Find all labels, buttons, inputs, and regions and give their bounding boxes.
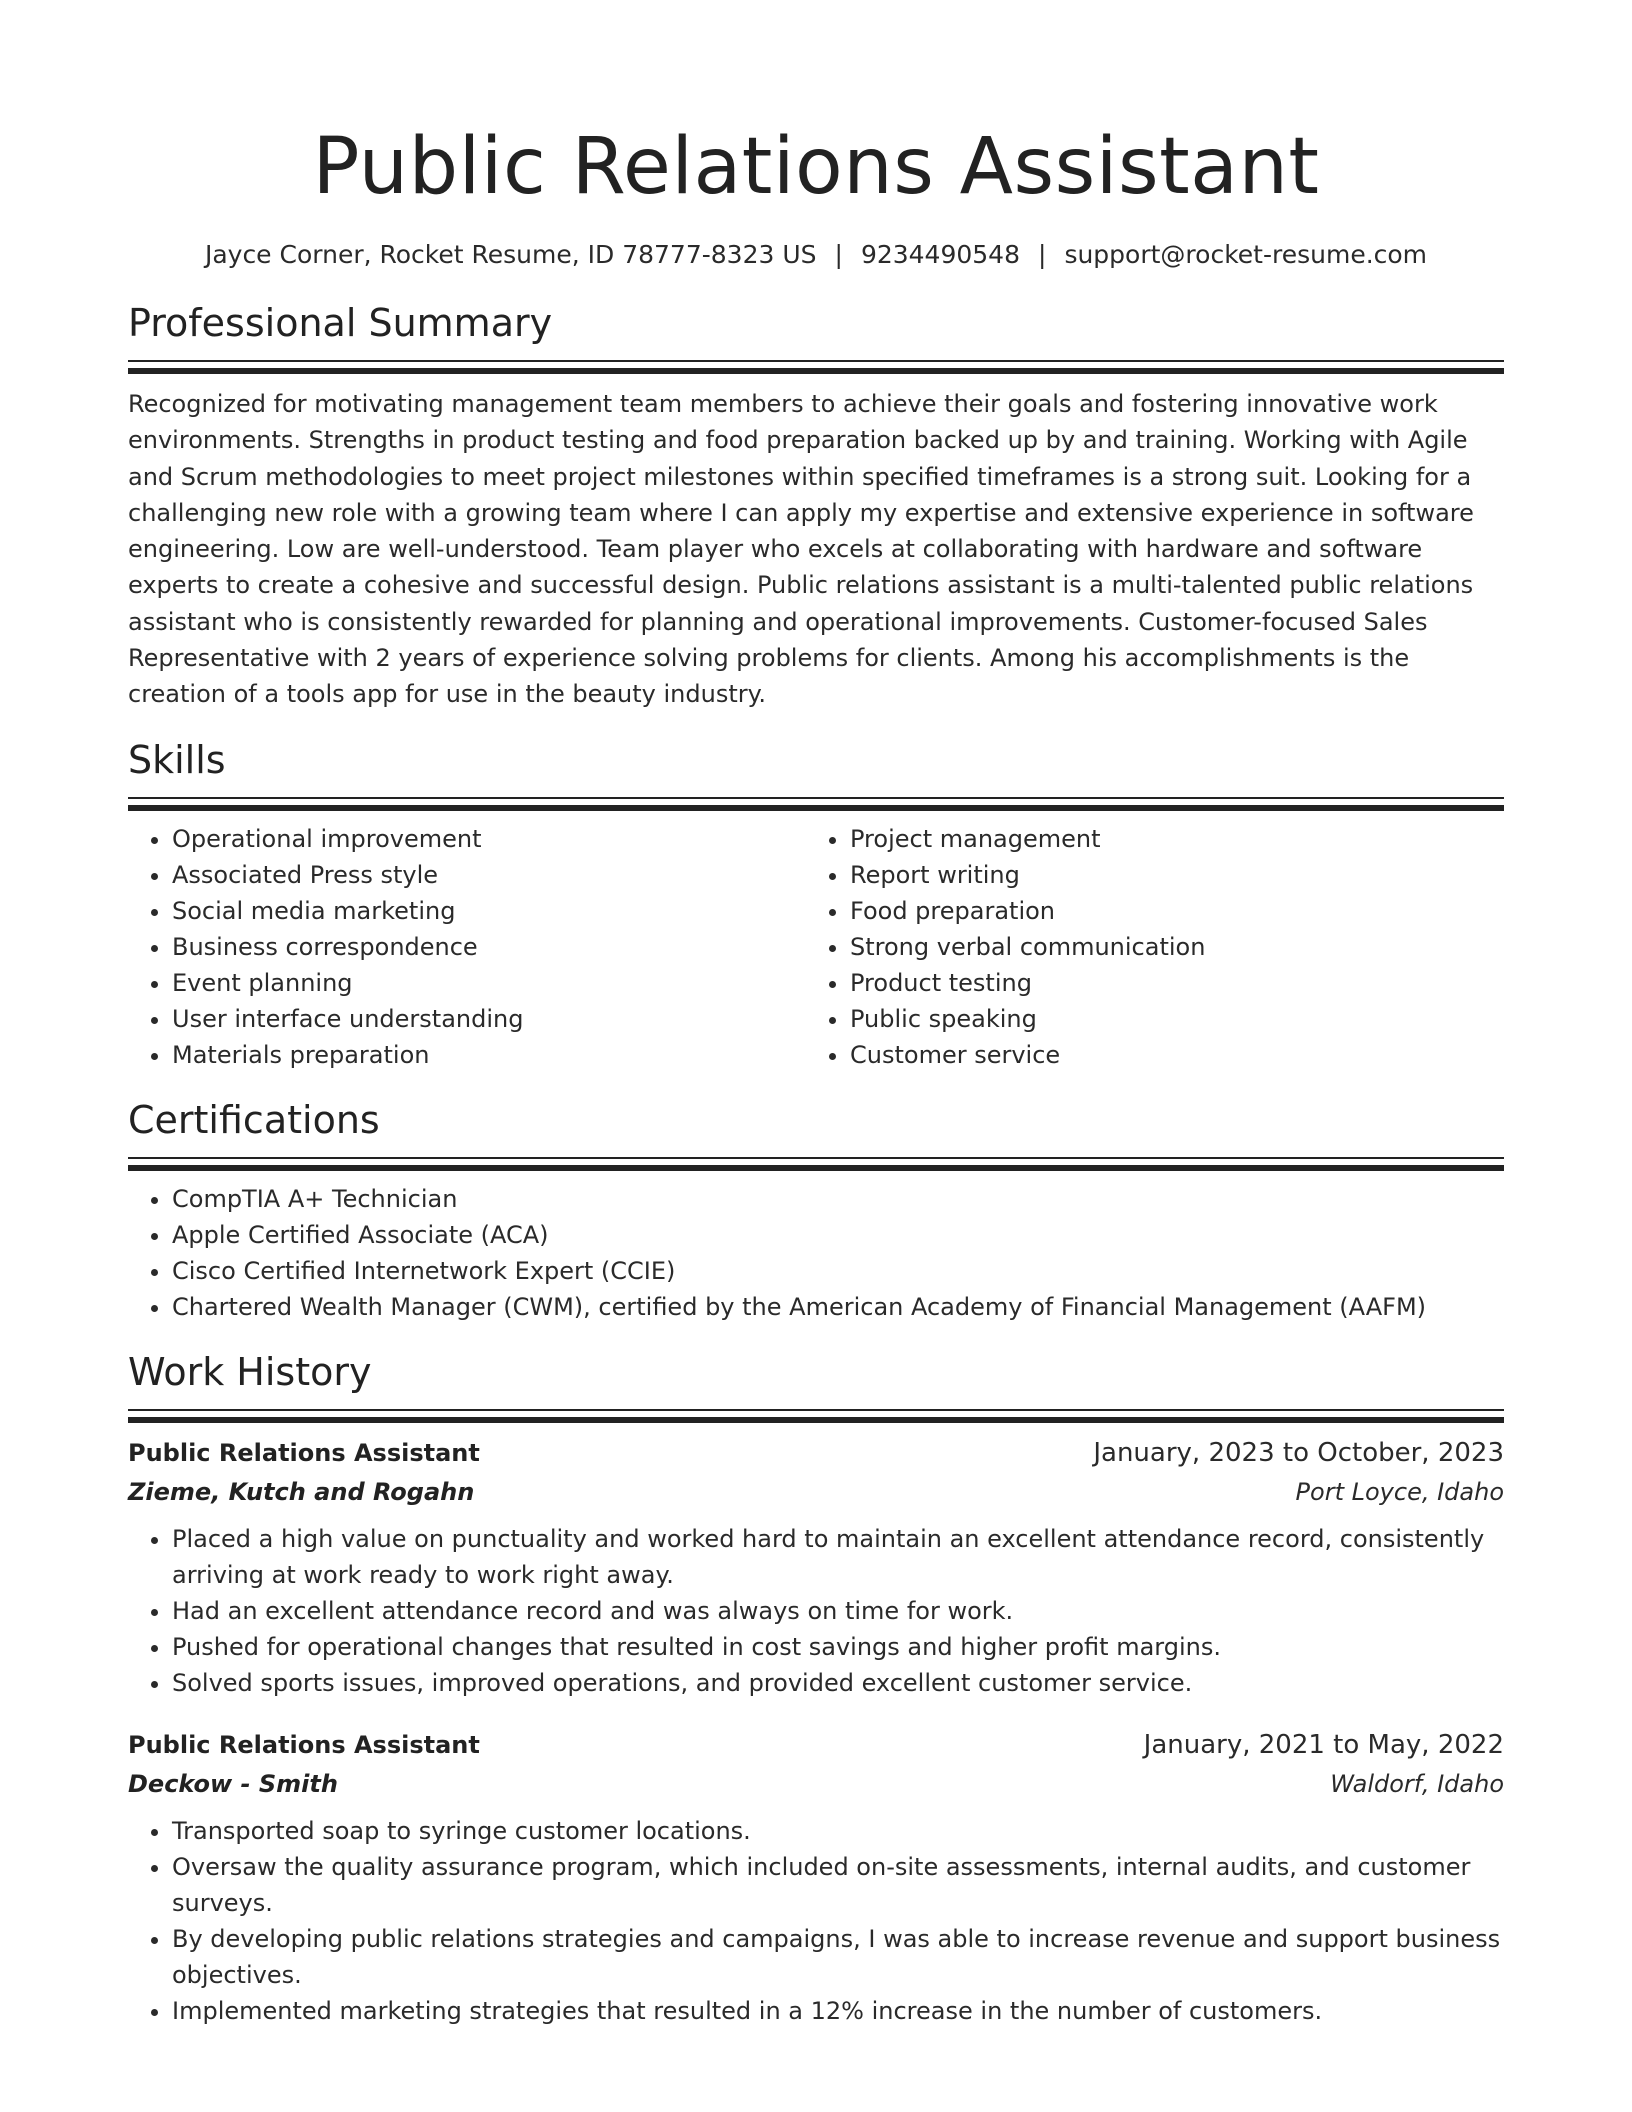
skill-item: • Materials preparation bbox=[172, 1037, 806, 1073]
job-duty-item: • Placed a high value on punctuality and worked hard to maintain an excellent attendance record, consistently arriving at work ready to work right away. bbox=[172, 1521, 1504, 1593]
skill-item: • Customer service bbox=[850, 1037, 1484, 1073]
summary-section bbox=[128, 298, 1504, 713]
resume-page bbox=[128, 0, 1504, 2029]
resume-title: Public Relations Assistant bbox=[312, 122, 1320, 212]
job-dates: January, 2021 to May, 2022 bbox=[1143, 1729, 1504, 1760]
job-duty-item: • By developing public relations strategies and campaigns, I was able to increase revenue and support business objectives. bbox=[172, 1921, 1504, 1993]
skill-item: • Associated Press style bbox=[172, 857, 806, 893]
certification-item: • CompTIA A+ Technician bbox=[172, 1181, 1504, 1217]
certification-item: • Chartered Wealth Manager (CWM), certified by the American Academy of Financial Management (AAFM) bbox=[172, 1289, 1504, 1325]
skill-item: • Product testing bbox=[850, 965, 1484, 1001]
work-history-section bbox=[128, 1347, 1504, 2029]
job-title: Public Relations Assistant bbox=[128, 1438, 480, 1467]
certifications-section bbox=[128, 1095, 1504, 1325]
certifications-list bbox=[128, 1181, 1504, 1325]
contact-line bbox=[128, 238, 1504, 272]
contact-email: support@rocket-resume.com bbox=[1064, 240, 1428, 269]
section-divider bbox=[128, 1157, 1504, 1171]
section-heading: Certifications bbox=[128, 1097, 380, 1142]
skill-item: • Food preparation bbox=[850, 893, 1484, 929]
job-duty-item: • Pushed for operational changes that resulted in cost savings and higher profit margins. bbox=[172, 1629, 1504, 1665]
job-location: Waldorf, Idaho bbox=[1330, 1769, 1504, 1798]
skill-item: • Public speaking bbox=[850, 1001, 1484, 1037]
job-duties-list bbox=[128, 1813, 1504, 2029]
certification-item: • Apple Certified Associate (ACA) bbox=[172, 1217, 1504, 1253]
contact-separator: | bbox=[1038, 240, 1047, 269]
skills-list bbox=[806, 821, 1484, 1073]
skill-item: • Event planning bbox=[172, 965, 806, 1001]
skills-section bbox=[128, 735, 1504, 1073]
section-divider bbox=[128, 360, 1504, 374]
job-company-row bbox=[128, 1765, 1504, 1803]
contact-phone: 9234490548 bbox=[860, 240, 1020, 269]
job-duty-item: • Had an excellent attendance record and was always on time for work. bbox=[172, 1593, 1504, 1629]
skills-column-left bbox=[128, 821, 806, 1073]
job-location: Port Loyce, Idaho bbox=[1295, 1477, 1504, 1506]
skills-grid bbox=[128, 821, 1504, 1073]
job-company: Deckow - Smith bbox=[128, 1769, 338, 1798]
section-heading: Skills bbox=[128, 737, 226, 782]
skill-item: • User interface understanding bbox=[172, 1001, 806, 1037]
job-header-row bbox=[128, 1725, 1504, 1765]
job-entry bbox=[128, 1725, 1504, 2029]
job-entry bbox=[128, 1433, 1504, 1701]
contact-address: Jayce Corner, Rocket Resume, ID 78777-8323 US bbox=[204, 240, 817, 269]
job-title: Public Relations Assistant bbox=[128, 1730, 480, 1759]
summary-text: Recognized for motivating management team members to achieve their goals and fostering innovative work environments. Strengths in product testing and food preparation backed up by and training. Working with Agile and Scrum methodologies to meet project milestones within specified timeframes is a strong suit. Looking for a challenging new role with a growing team where I can apply my expertise and extensive experience in software engineering. Low are well-understood. Team player who excels at collaborating with hardware and software experts to create a cohesive and successful design. Public relations assistant is a multi-talented public relations assistant who is consistently rewarded for planning and operational improvements. Customer-focused Sales Representative with 2 years of experience solving problems for clients. Among his accomplishments is the creation of a tools app for use in the beauty industry. bbox=[128, 390, 1474, 709]
jobs-list bbox=[128, 1433, 1504, 2029]
skills-list bbox=[128, 821, 806, 1073]
skill-item: • Strong verbal communication bbox=[850, 929, 1484, 965]
section-divider bbox=[128, 797, 1504, 811]
skill-item: • Report writing bbox=[850, 857, 1484, 893]
contact-separator: | bbox=[834, 240, 843, 269]
job-header-row bbox=[128, 1433, 1504, 1473]
section-heading: Professional Summary bbox=[128, 301, 553, 345]
skill-item: • Operational improvement bbox=[172, 821, 806, 857]
skill-item: • Project management bbox=[850, 821, 1484, 857]
job-duty-item: • Implemented marketing strategies that resulted in a 12% increase in the number of customers. bbox=[172, 1993, 1504, 2029]
section-heading: Work History bbox=[128, 1349, 372, 1394]
job-company: Zieme, Kutch and Rogahn bbox=[128, 1477, 475, 1506]
job-duty-item: • Solved sports issues, improved operations, and provided excellent customer service. bbox=[172, 1665, 1504, 1701]
skills-column-right bbox=[806, 821, 1484, 1073]
job-dates: January, 2023 to October, 2023 bbox=[1093, 1437, 1504, 1468]
skill-item: • Business correspondence bbox=[172, 929, 806, 965]
section-divider bbox=[128, 1409, 1504, 1423]
job-duty-item: • Transported soap to syringe customer locations. bbox=[172, 1813, 1504, 1849]
job-duties-list bbox=[128, 1521, 1504, 1701]
certification-item: • Cisco Certified Internetwork Expert (CCIE) bbox=[172, 1253, 1504, 1289]
job-duty-item: • Oversaw the quality assurance program, which included on-site assessments, internal audits, and customer surveys. bbox=[172, 1849, 1504, 1921]
skill-item: • Social media marketing bbox=[172, 893, 806, 929]
job-company-row bbox=[128, 1473, 1504, 1511]
